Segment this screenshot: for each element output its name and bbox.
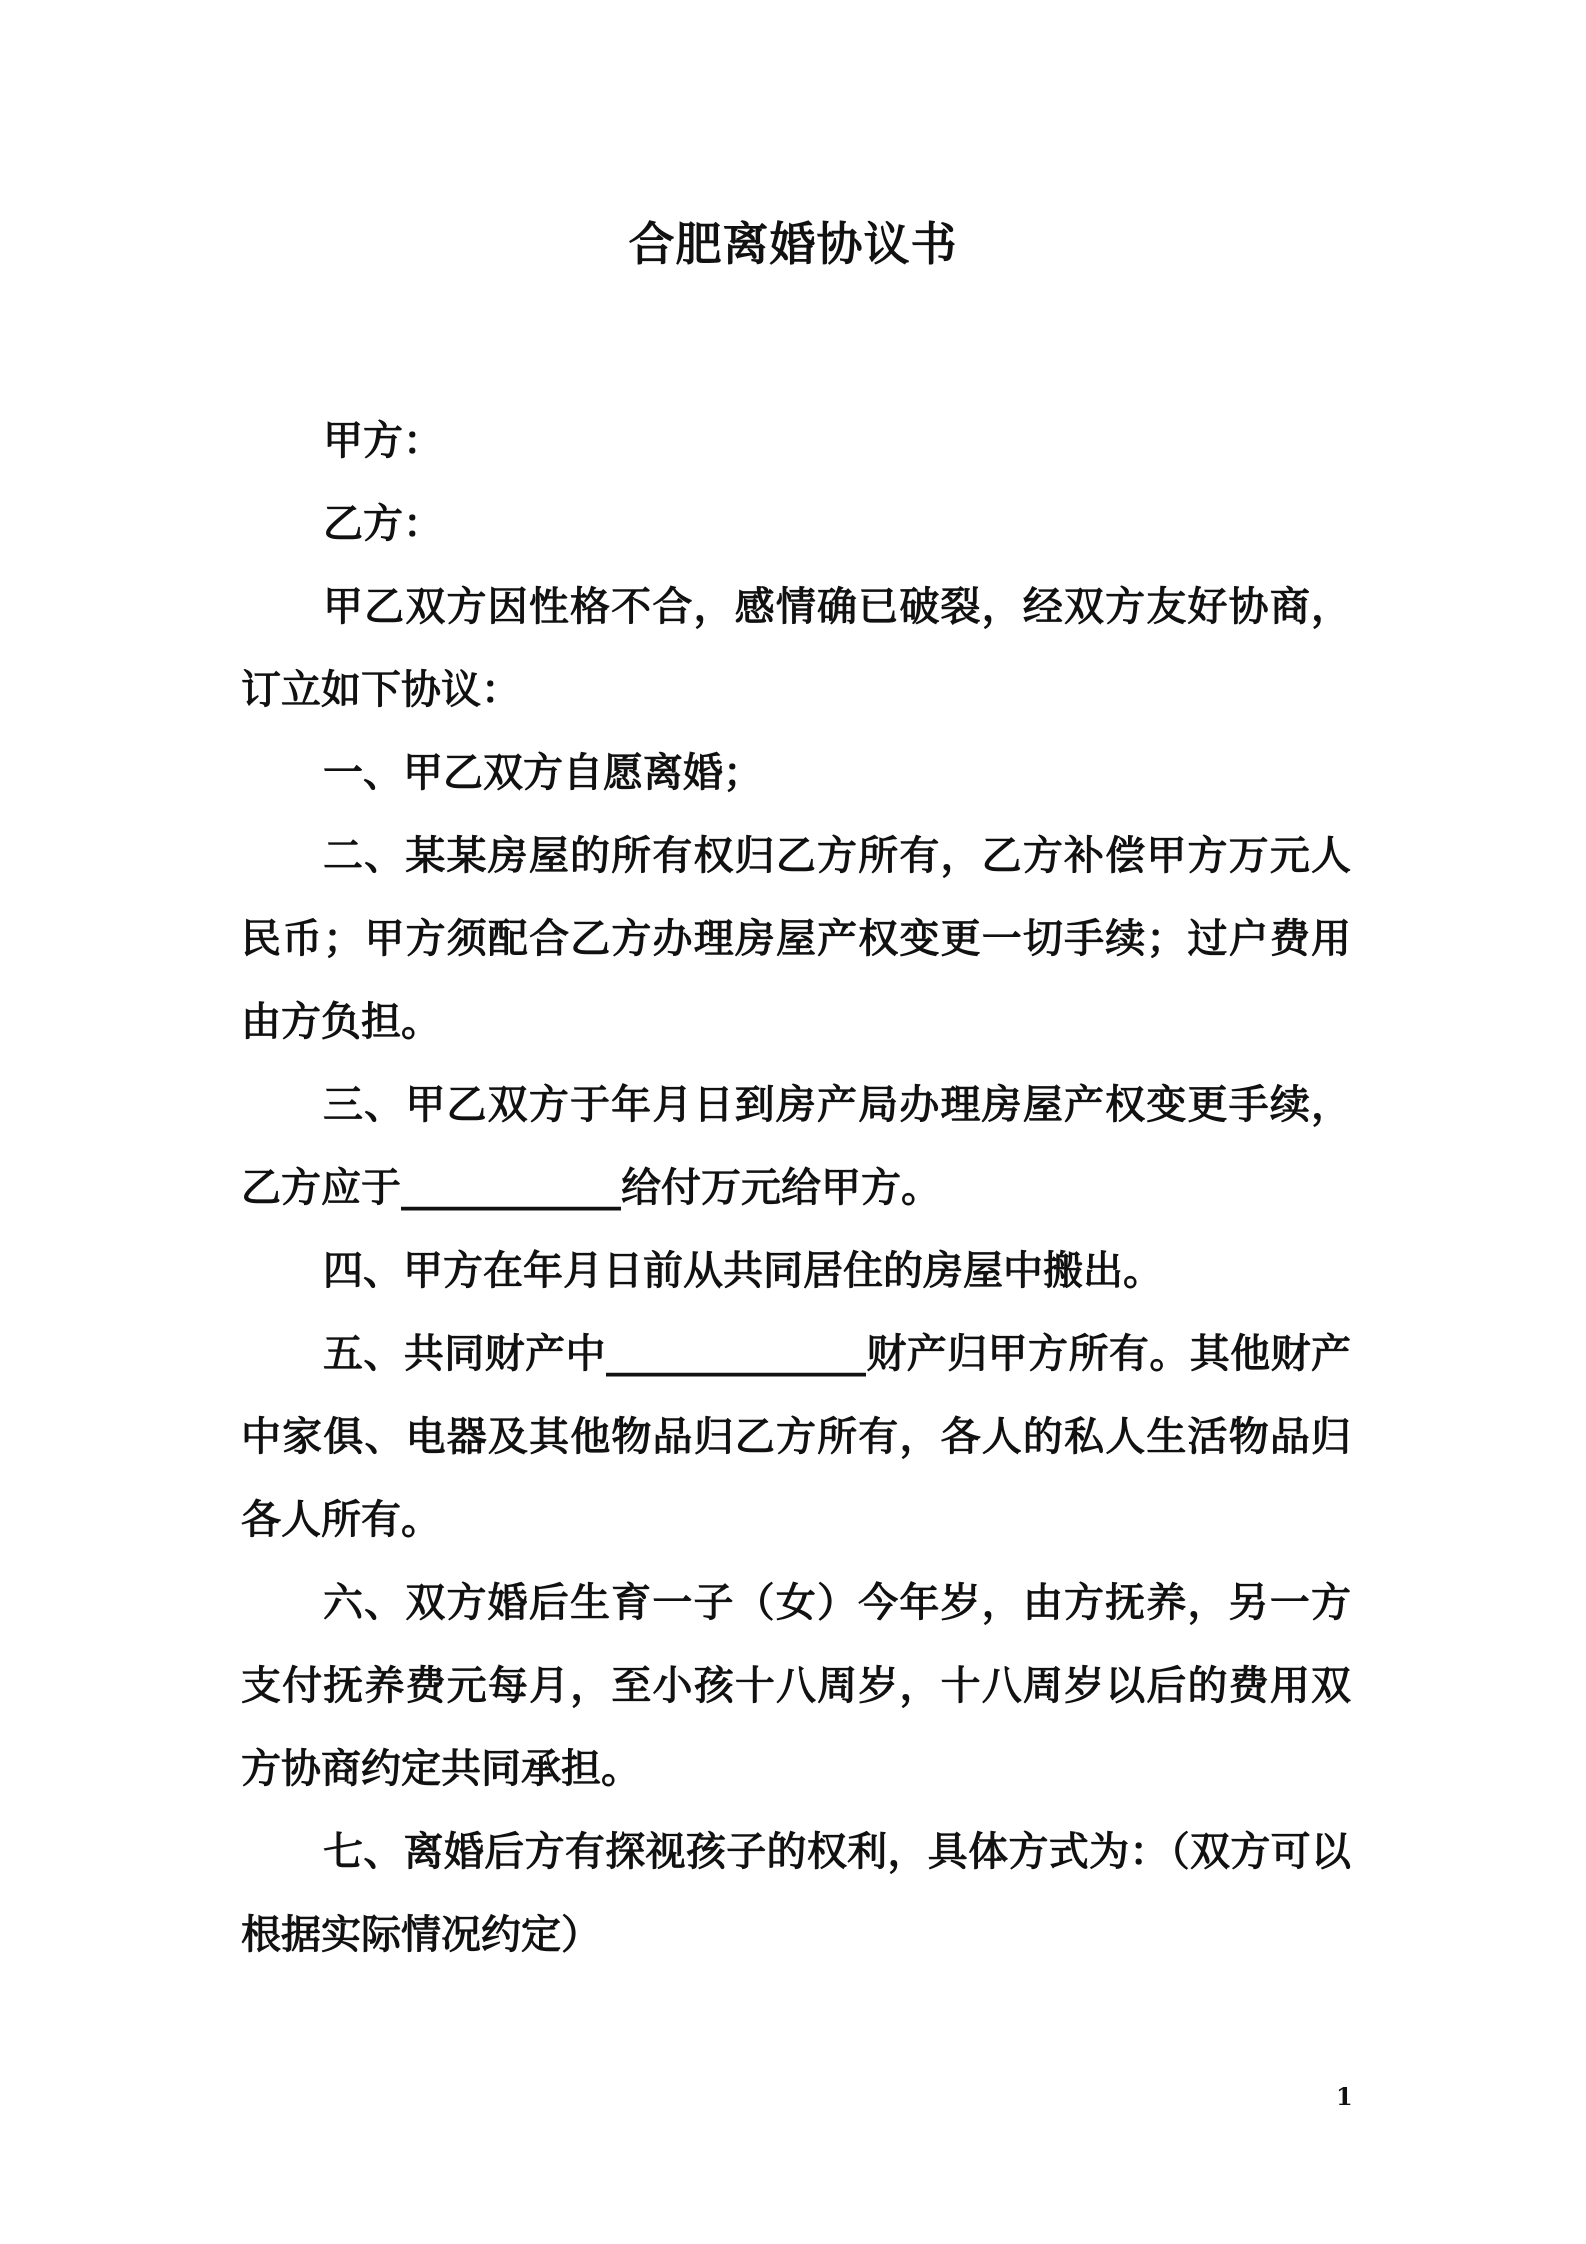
paragraph-clause-4: 四、甲方在年月日前从共同居住的房屋中搬出。 bbox=[323, 1248, 1163, 1294]
paragraph-preamble: 甲乙双方因性格不合，感情确已破裂，经双方友好协商，订立如下协议： bbox=[241, 584, 1351, 713]
paragraph-clause-2: 二、某某房屋的所有权归乙方所有，乙方补偿甲方万元人民币；甲方须配合乙方办理房屋产权变更一切手续；过户费用由方负担。 bbox=[241, 833, 1351, 1045]
paragraph-party-b: 乙方： bbox=[323, 501, 443, 547]
page-number: 1 bbox=[1336, 2082, 1353, 2111]
paragraph-clause-1: 一、甲乙双方自愿离婚； bbox=[323, 750, 763, 796]
paragraph-clause-5: 五、共同财产中_____________财产归甲方所有。其他财产中家俱、电器及其他物品归乙方所有，各人的私人生活物品归各人所有。 bbox=[241, 1331, 1351, 1543]
paragraph-clause-6: 六、双方婚后生育一子（女）今年岁，由方抚养，另一方支付抚养费元每月，至小孩十八周岁，十八周岁以后的费用双方协商约定共同承担。 bbox=[241, 1580, 1351, 1792]
paragraph-clause-7: 七、离婚后方有探视孩子的权利，具体方式为：（双方可以根据实际情况约定） bbox=[241, 1829, 1351, 1958]
document-body bbox=[241, 400, 1351, 1977]
document-title: 合肥离婚协议书 bbox=[628, 217, 958, 271]
paragraph-clause-3: 三、甲乙双方于年月日到房产局办理房屋产权变更手续，乙方应于___________给付万元给甲方。 bbox=[241, 1082, 1351, 1211]
paragraph-party-a: 甲方： bbox=[323, 418, 443, 464]
